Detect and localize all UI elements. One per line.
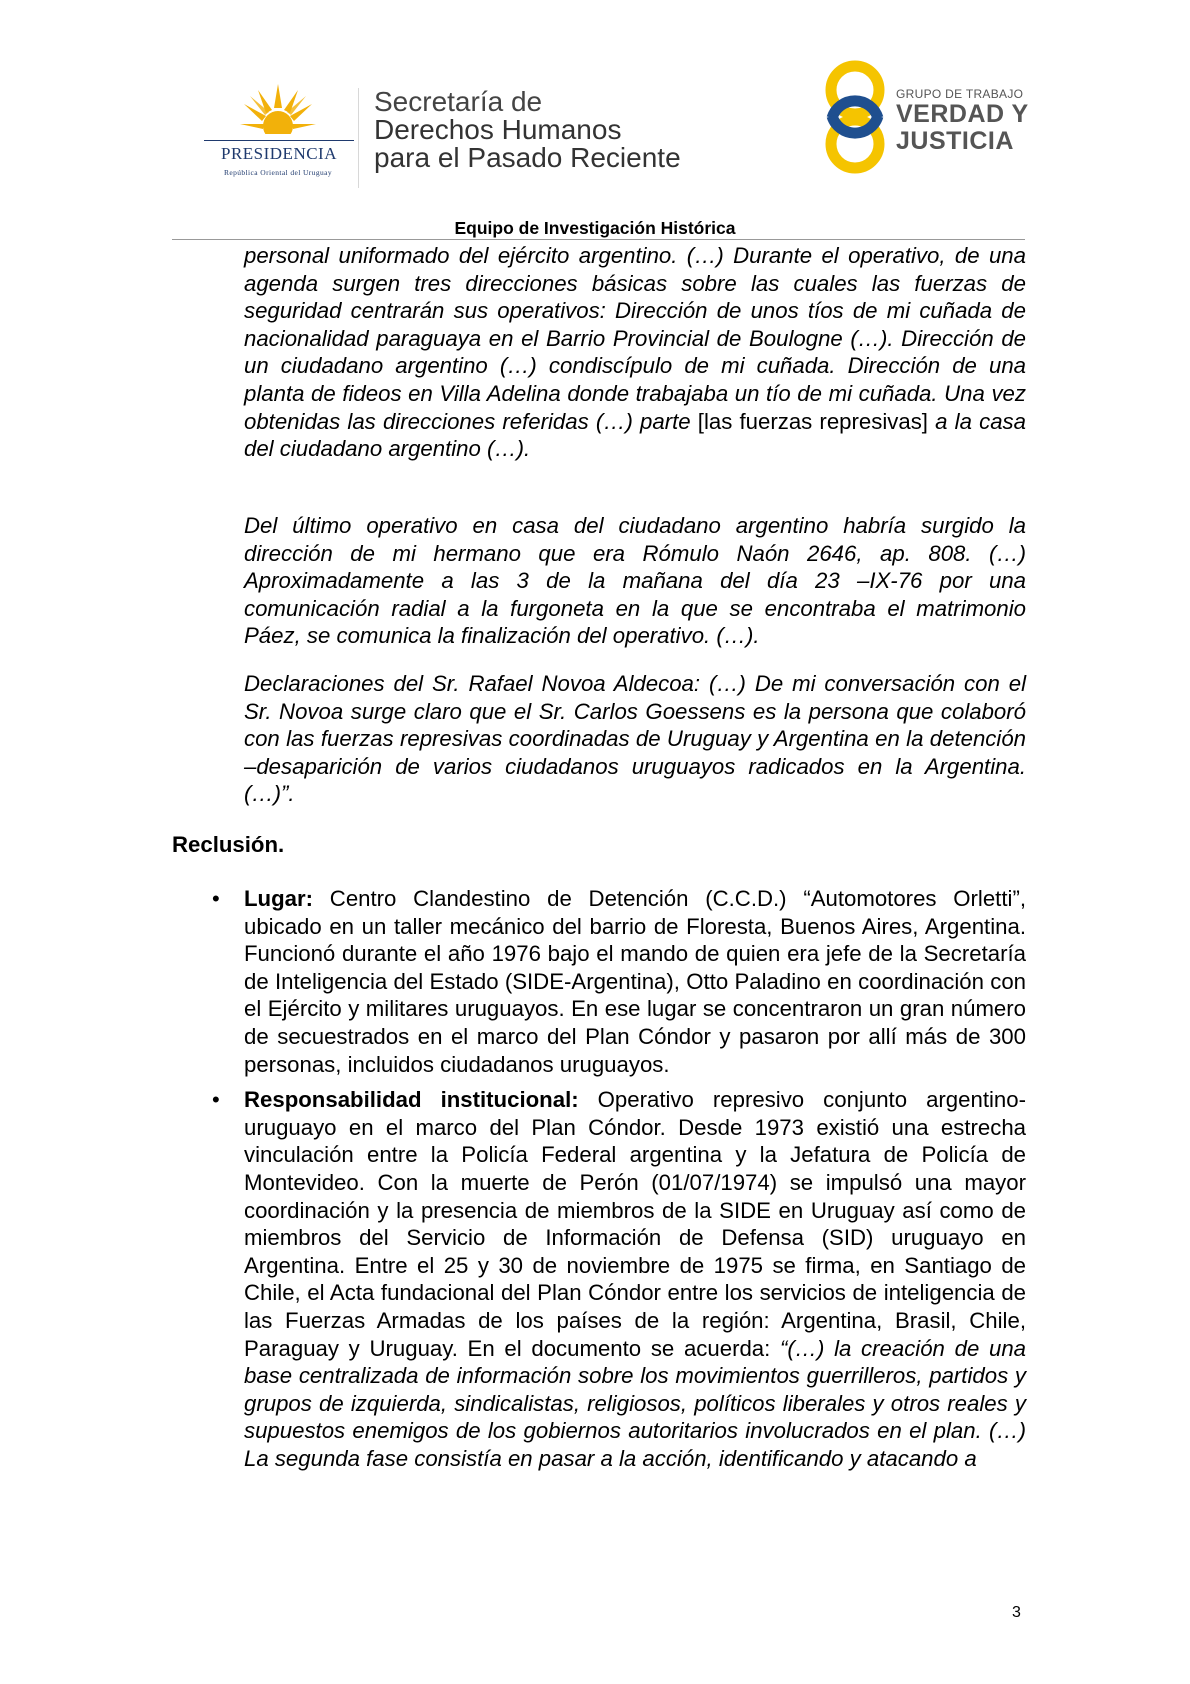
presidencia-name: PRESIDENCIA <box>220 144 337 163</box>
bullet-list <box>204 885 1026 1480</box>
header-rule <box>172 239 1025 240</box>
bullet-text-lugar: Centro Clandestino de Detención (C.C.D.) “Automotores Orletti”, ubicado en un taller mecánico del barrio de Floresta, Buenos Aires, Argentina. Funcionó durante el año 1976 bajo el mando de quien era jefe de la Secretaría de Inteligencia del Estado (SIDE-Argentina), Otto Paladino en coordinación con el Ejército y militares uruguayos. En ese lugar se concentraron un gran número de secuestrados en el marco del Plan Cóndor y pasaron por allí más de 300 personas, incluidos ciudadanos uruguayos. <box>244 886 1026 1077</box>
secretaria-title <box>374 88 681 172</box>
secretaria-line-3: para el Pasado Reciente <box>374 142 681 173</box>
bullet-item-lugar <box>204 885 1026 1078</box>
quote-p1-part-a: personal uniformado del ejército argentino. (…) Durante el operativo, de una agenda surgen tres direcciones básicas sobre las cuales las fuerzas de seguridad centrarán sus operativos: Dirección de unos tíos de mi cuñada de nacionalidad paraguaya en el Barrio Provincial de Boulogne (…). Dirección de un ciudadano argentino (…) condiscípulo de mi cuñada. Dirección de una planta de fideos en Villa Adelina donde trabajaba un tío de mi cuñada. Una vez obtenidas las direcciones referidas (…) parte <box>244 243 1026 434</box>
quote-paragraph-3 <box>244 670 1026 808</box>
rings-emblem-icon <box>820 58 890 178</box>
page-header <box>0 0 1190 240</box>
quote-paragraph-2 <box>244 512 1026 650</box>
quote-p2-text: Del último operativo en casa del ciudadano argentino habría surgido la dirección de mi hermano que era Rómulo Naón 2646, ap. 808. (…) Aproximadamente a las 3 de la mañana del día 23 –IX-76 por una comunicación radial a la furgoneta en la que se encontraba el matrimonio Páez, se comunica la finalización del operativo. (…). <box>244 513 1026 649</box>
justicia-label: JUSTICIA <box>896 127 1014 155</box>
page-number: 3 <box>1012 1604 1021 1621</box>
verdad-justicia-text <box>896 88 1029 154</box>
bullet-quote-responsabilidad: “(…) la creación de una base centralizada de información sobre los movimientos guerrilleros, partidos y grupos de izquierda, sindicalistas, religiosos, políticos liberales y otros reales y supuestos enemigos de los gobiernos autoritarios involucrados en el plan. (…) La segunda fase consistía en pasar a la acción, identificando y atacando a <box>244 1335 1026 1471</box>
verdad-label: VERDAD Y <box>896 100 1029 128</box>
sun-emblem-icon <box>238 82 318 140</box>
team-name: Equipo de Investigación Histórica <box>454 218 736 238</box>
quote-paragraph-1 <box>244 242 1026 463</box>
presidencia-subtitle: República Oriental del Uruguay <box>223 168 332 177</box>
secretaria-line-1: Secretaría de <box>374 86 543 117</box>
bullet-label-lugar: Lugar: <box>244 886 314 911</box>
grupo-label: GRUPO DE TRABAJO <box>896 87 1024 101</box>
verdad-justicia-logo <box>820 58 1030 178</box>
presidencia-logo <box>196 82 356 182</box>
quote-p1-insert: [las fuerzas represivas] <box>697 408 928 434</box>
presidencia-divider <box>204 140 354 141</box>
quote-p3-text: Declaraciones del Sr. Rafael Novoa Aldecoa: (…) De mi conversación con el Sr. Novoa surge claro que el Sr. Carlos Goessens es la persona que colaboró con las fuerzas represivas coordinadas de Uruguay y Argentina en la detención –desaparición de varios ciudadanos uruguayos radicados en la Argentina. (…)”. <box>244 671 1026 807</box>
bullet-dot-icon: • <box>212 886 220 911</box>
bullet-dot-icon: • <box>212 1087 220 1113</box>
section-heading: Reclusión. <box>172 832 285 857</box>
bullet-item-responsabilidad <box>204 1086 1026 1472</box>
bullet-label-responsabilidad: Responsabilidad institucional: <box>244 1087 579 1113</box>
secretaria-line-2: Derechos Humanos <box>374 114 622 145</box>
header-divider <box>358 88 359 188</box>
quote-p1-part-c: a la casa del ciudadano argentino (…). <box>244 408 1026 462</box>
bullet-text-responsabilidad: Operativo represivo conjunto argentino-uruguayo en el marco del Plan Cóndor. Desde 1973 existió una estrecha vinculación entre la Policía Federal argentina y la Jefatura de Policía de Montevideo. Con la muerte de Perón (01/07/1974) se impulsó una mayor coordinación y la presencia de miembros de la SIDE en Uruguay así como de miembros del Servicio de Información de Defensa (SID) uruguayo en Argentina. Entre el 25 y 30 de noviembre de 1975 se firma, en Santiago de Chile, el Acta fundacional del Plan Cóndor entre los servicios de inteligencia de las Fuerzas Armadas de los países de la región: Argentina, Brasil, Chile, Paraguay y Uruguay. En el documento se acuerda: <box>244 1087 1026 1361</box>
